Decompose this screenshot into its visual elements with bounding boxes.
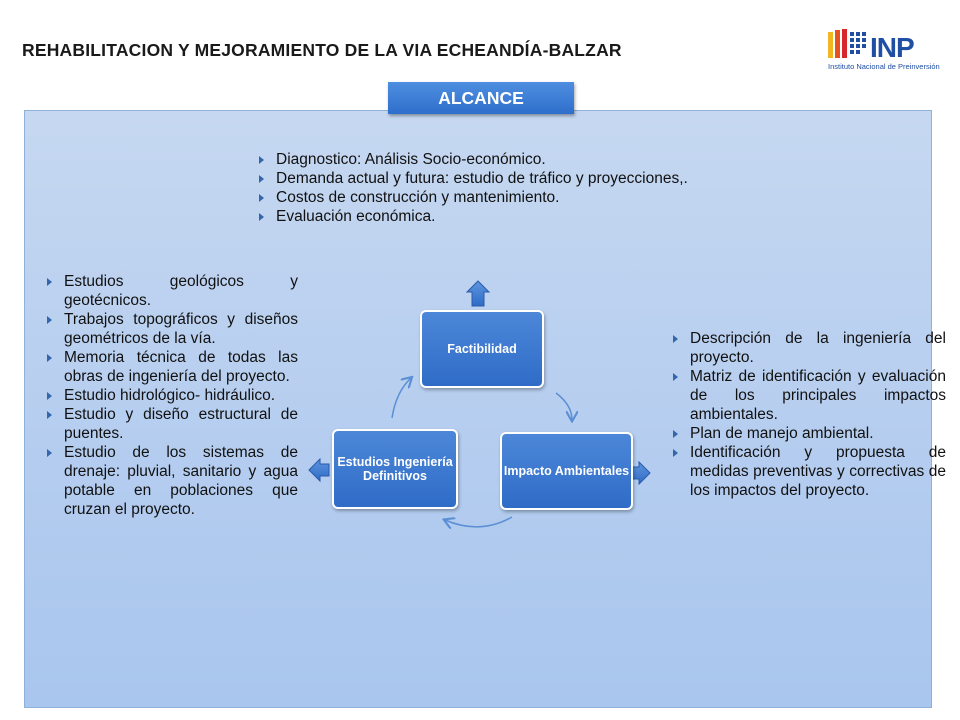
logo-subtitle: Instituto Nacional de Preinversión [828, 62, 940, 71]
list-item: Identificación y propuesta de medidas preventivas y correctivas de los impactos del proyecto. [668, 443, 946, 500]
factibilidad-node: Factibilidad [420, 310, 544, 388]
list-item: Matriz de identificación y evaluación de los principales impactos ambientales. [668, 367, 946, 424]
alcance-badge: ALCANCE [388, 82, 574, 114]
list-item: Costos de construcción y mantenimiento. [254, 188, 756, 207]
estudios-ingenieria-node: Estudios Ingeniería Definitivos [332, 429, 458, 509]
list-item: Estudio y diseño estructural de puentes. [42, 405, 298, 443]
list-item: Demanda actual y futura: estudio de tráfico y proyecciones,. [254, 169, 756, 188]
page-title: REHABILITACION Y MEJORAMIENTO DE LA VIA ECHEANDÍA-BALZAR [22, 40, 622, 60]
arrow-up-icon [467, 281, 489, 306]
list-item: Evaluación económica. [254, 207, 756, 226]
list-item: Estudio de los sistemas de drenaje: pluvial, sanitario y agua potable en poblaciones que cruzan el proyecto. [42, 443, 298, 519]
logo-text: INP [870, 32, 914, 63]
arrow-right-icon [632, 462, 650, 484]
impacto-ambientales-node: Impacto Ambientales [500, 432, 633, 510]
list-item: Estudio hidrológico- hidráulico. [42, 386, 298, 405]
list-item: Trabajos topográficos y diseños geométricos de la vía. [42, 310, 298, 348]
curve-arrow-imp-to-est [445, 517, 512, 527]
list-item: Descripción de la ingeniería del proyecto. [668, 329, 946, 367]
list-item: Estudios geológicos y geotécnicos. [42, 272, 298, 310]
curve-arrow-est-to-fact [392, 378, 411, 418]
list-item: Diagnostico: Análisis Socio-económico. [254, 150, 756, 169]
list-item: Memoria técnica de todas las obras de ingeniería del proyecto. [42, 348, 298, 386]
arrow-left-icon [309, 459, 329, 481]
curve-arrow-fact-to-imp [556, 393, 572, 420]
list-item: Plan de manejo ambiental. [668, 424, 946, 443]
